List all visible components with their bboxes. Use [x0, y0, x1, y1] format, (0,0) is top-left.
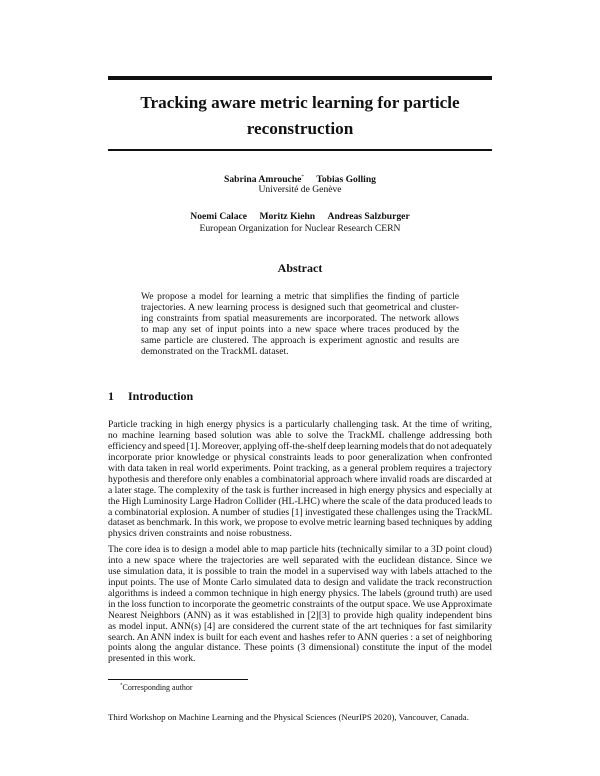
intro-paragraph-1	[108, 420, 492, 540]
text-line: to map any set of input points into a new space where traces produced by the	[141, 323, 459, 335]
section-title: Introduction	[128, 389, 194, 403]
text-line: trajectories. A new learning process is designed such that geometrical and cluster-	[141, 301, 459, 313]
author-list-2	[108, 211, 492, 223]
footnote: *Corresponding author	[120, 683, 193, 692]
abstract-body	[141, 292, 459, 358]
text-line: dataset as benchmark. In this work, we propose to evolve metric learning based techniques by adding	[108, 517, 492, 529]
text-line: Particle tracking in high energy physics is a particularly challenging task. At the time of writing,	[108, 419, 492, 430]
text-line: algorithms is indeed a common technique in high energy physics. The labels (ground truth) are used	[108, 587, 492, 599]
text-line: Nearest Neighbors (ANN) as it was established in [2][3] to provide high quality independent bins	[108, 609, 492, 621]
text-line: the High Luminosity Large Hadron Collider (HL-LHC) where the scale of the data produced leads to	[108, 495, 492, 507]
text-line: use simulation data, it is possible to train the model in a supervised way with labels attached to the	[108, 565, 492, 577]
text-line: a combinatorial explosion. A number of studies [1] investigated these challenges using the TrackML	[108, 506, 492, 518]
text-line: presented in this work.	[108, 653, 196, 665]
title-top-rule	[108, 76, 492, 80]
text-line: points along the angular distance. These points (3 dimensional) constitute the input of the model	[108, 642, 492, 654]
footnote-rule	[108, 679, 248, 680]
abstract-heading: Abstract	[277, 261, 323, 275]
text-line: physics driven constraints and noise robustness.	[108, 528, 292, 540]
venue-footer: Third Workshop on Machine Learning and the Physical Sciences (NeurIPS 2020), Vancouver, Canada.	[108, 712, 469, 722]
text-line: same particle are clustered. The approach is experiment agnostic and results are	[141, 334, 459, 346]
text-line: The core idea is to design a model able to map particle hits (technically similar to a 3D point cloud)	[108, 544, 492, 555]
affiliation-1: Université de Genève	[258, 184, 342, 195]
text-line: We propose a model for learning a metric that simplifies the finding of particle	[141, 291, 459, 302]
text-line: with data taken in real world experiments. Point tracking, as a general problem requires a trajectory	[108, 462, 492, 474]
text-line: in the loss function to incorporate the geometric constraints of the output space. We use Approximate	[108, 598, 492, 610]
author-name: Sabrina Amrouche*	[224, 174, 304, 186]
text-line: into a new space where the trajectories are well separated with the euclidean distance. Since we	[108, 554, 492, 566]
author-name: Moritz Kiehn	[259, 211, 316, 222]
section-heading	[108, 389, 193, 404]
title-line: Tracking aware metric learning for particle	[140, 93, 460, 112]
text-line: no machine learning based solution was able to solve the TrackML challenge addressing both	[108, 429, 492, 441]
author-name: Noemi Calace	[190, 211, 248, 222]
text-line: a later stage. The complexity of the task is further increased in high energy physics and especially at	[108, 484, 492, 496]
text-line: search. An ANN index is built for each event and hashes refer to ANN queries : a set of neighboring	[108, 631, 492, 643]
text-line: efficiency and speed [1]. Moreover, applying off-the-shelf deep learning models that do not adequately	[108, 440, 492, 452]
title-bottom-rule	[108, 149, 492, 151]
affiliation-2: European Organization for Nuclear Research CERN	[199, 223, 401, 234]
text-line: incorporate prior knowledge or physical constraints leads to poor generalization when confronted	[108, 451, 492, 463]
text-line: demonstrated on the TrackML dataset.	[141, 345, 289, 357]
text-line: input points. The use of Monte Carlo simulated data to design and validate the track reconstruction	[108, 576, 492, 588]
text-line: hypothesis and therefore only enables a combinatorial approach where invalid roads are discarded at	[108, 473, 492, 485]
intro-paragraph-2	[108, 545, 492, 665]
author-name: Andreas Salzburger	[327, 211, 410, 222]
section-number: 1	[108, 389, 114, 403]
text-line: as model input. ANN(s) [4] are considered the current state of the art techniques for fast similarity	[108, 620, 492, 632]
paper-title	[108, 90, 492, 142]
text-line: ing constraints from spatial measurements are incorporated. The network allows	[141, 312, 459, 324]
title-line: reconstruction	[246, 119, 354, 138]
author-name: Tobias Golling	[316, 174, 376, 186]
